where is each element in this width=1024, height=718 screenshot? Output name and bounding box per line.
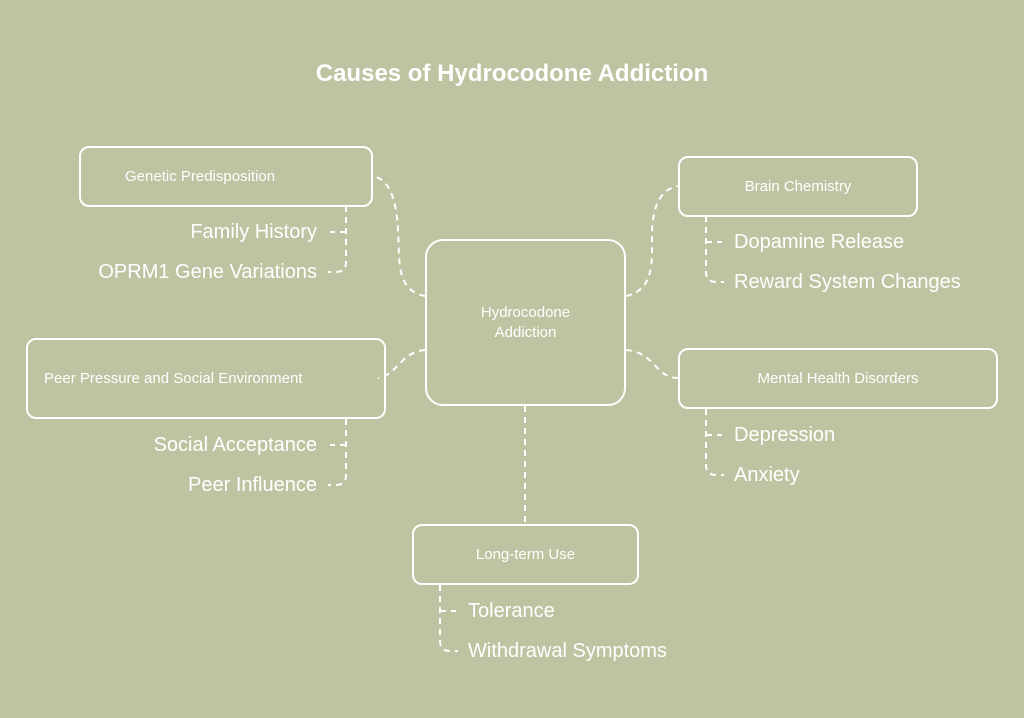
center-label-line1: Hydrocodone xyxy=(480,303,571,321)
diagram-title: Causes of Hydrocodone Addiction xyxy=(315,60,709,87)
connector-longterm-items xyxy=(440,585,458,651)
node-genetic-label: Genetic Predisposition xyxy=(125,167,276,185)
connector-brain-items xyxy=(706,216,724,282)
connector-mental-items xyxy=(706,409,724,475)
node-peer-label: Peer Pressure and Social Environment xyxy=(44,369,303,387)
node-brain-chemistry xyxy=(678,156,918,217)
node-longterm-label: Long-term Use xyxy=(475,545,576,563)
center-label-line2: Addiction xyxy=(494,323,557,341)
node-mental-health xyxy=(678,348,998,409)
connector-center-genetic xyxy=(372,176,425,296)
center-node xyxy=(425,239,626,406)
leaf-depression: Depression xyxy=(734,424,836,446)
leaf-social-acceptance: Social Acceptance xyxy=(153,434,317,456)
node-genetic-predisposition xyxy=(79,146,373,207)
leaf-family-history: Family History xyxy=(190,221,317,243)
leaf-anxiety: Anxiety xyxy=(734,464,800,486)
leaf-peer-influence: Peer Influence xyxy=(188,474,317,496)
node-long-term-use xyxy=(412,524,639,585)
connector-peer-items xyxy=(328,419,346,485)
node-peer-pressure xyxy=(26,338,386,419)
connector-genetic-items xyxy=(328,206,346,272)
leaf-oprm1-gene-variations: OPRM1 Gene Variations xyxy=(98,261,317,283)
leaf-dopamine-release: Dopamine Release xyxy=(734,231,905,253)
leaf-reward-system-changes: Reward System Changes xyxy=(734,271,961,293)
connector-center-mental xyxy=(626,350,678,378)
connector-center-brain xyxy=(626,186,678,296)
node-brain-label: Brain Chemistry xyxy=(744,177,852,195)
leaf-withdrawal-symptoms: Withdrawal Symptoms xyxy=(468,640,667,662)
leaf-tolerance: Tolerance xyxy=(468,600,555,622)
node-mental-label: Mental Health Disorders xyxy=(757,369,919,387)
